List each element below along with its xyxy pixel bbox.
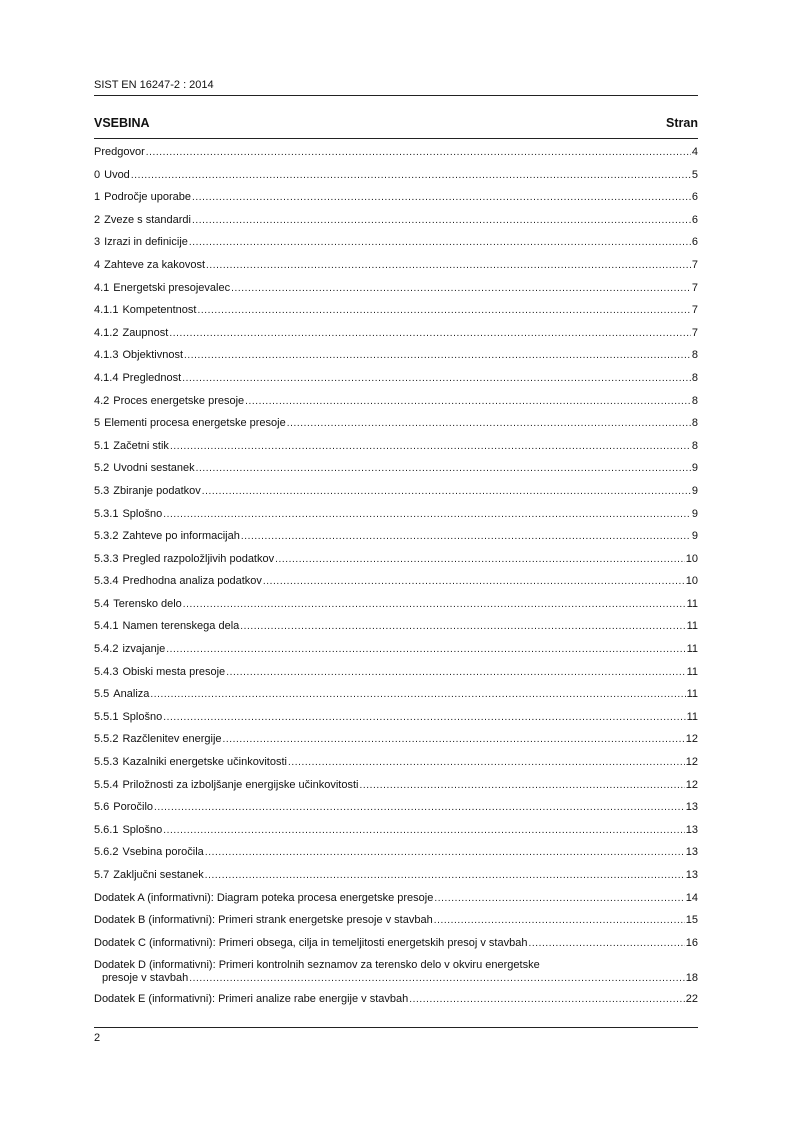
toc-entry-title: Zbiranje podatkov	[113, 484, 201, 497]
toc-entry[interactable]	[94, 304, 698, 327]
toc-entry[interactable]	[94, 779, 698, 802]
toc-entry-page: 8	[691, 371, 698, 384]
toc-entry-number: 5.5.1	[94, 710, 119, 723]
toc-entry[interactable]	[94, 282, 698, 305]
toc-entry-page: 11	[686, 643, 698, 656]
toc-entry-number: 3	[94, 236, 101, 249]
toc-entry-title: Splošno	[122, 507, 163, 520]
toc-entry[interactable]	[94, 914, 698, 937]
toc-entry-number: 5.4.1	[94, 620, 119, 633]
toc-entry-title: Namen terenskega dela	[122, 620, 240, 633]
toc-dot-leader	[163, 711, 685, 724]
toc-entry-page: 13	[685, 869, 698, 881]
toc-entry-page: 7	[691, 304, 698, 317]
toc-entry[interactable]	[94, 666, 698, 689]
toc-entry-title: Uvod	[104, 168, 130, 181]
toc-entry[interactable]	[94, 417, 698, 440]
toc-entry-title: Uvodni sestanek	[113, 462, 195, 475]
toc-entry-page: 15	[685, 914, 698, 927]
toc-entry-page: 18	[685, 972, 698, 985]
toc-entry-page: 11	[686, 688, 698, 701]
toc-entry[interactable]	[94, 937, 698, 960]
toc-entry-title: Vsebina poročila	[122, 846, 204, 859]
toc-entry-number: 5.5	[94, 688, 110, 701]
toc-entry-title: Področje uporabe	[104, 191, 191, 204]
toc-entry-number: 5.4.3	[94, 665, 119, 678]
toc-entry[interactable]	[94, 508, 698, 531]
toc-entry-number: 5.3.4	[94, 575, 119, 588]
toc-entry[interactable]	[94, 485, 698, 508]
toc-entry-number: 1	[94, 191, 101, 204]
toc-entry-page: 9	[691, 484, 698, 497]
toc-entry-page: 8	[691, 417, 698, 430]
toc-dot-leader	[202, 485, 691, 498]
toc-entry-page: 11	[686, 620, 698, 633]
toc-entry-title: Zaupnost	[122, 326, 169, 339]
toc-dot-leader	[288, 756, 685, 769]
toc-dot-leader	[409, 993, 684, 1006]
toc-entry-page: 12	[685, 756, 698, 769]
table-of-contents	[94, 146, 698, 1016]
toc-entry[interactable]	[94, 846, 698, 869]
toc-dot-leader	[166, 643, 685, 656]
toc-entry-title: Izrazi in definicije	[104, 236, 188, 249]
toc-entry-page: 4	[691, 146, 698, 158]
toc-entry-title: Dodatek C (informativni): Primeri obsega, cilja in temeljitosti energetskih presoj v stavbah	[94, 936, 528, 949]
toc-dot-leader	[189, 972, 685, 985]
toc-entry-number: 5	[94, 417, 101, 430]
toc-entry-page: 8	[691, 439, 698, 452]
toc-entry-page: 14	[685, 891, 698, 904]
toc-entry[interactable]	[94, 892, 698, 915]
toc-entry[interactable]	[94, 575, 698, 598]
toc-entry-number: 5.6.1	[94, 823, 119, 836]
toc-entry-number: 5.2	[94, 462, 110, 475]
toc-entry-number: 5.5.3	[94, 756, 119, 769]
toc-entry[interactable]	[94, 236, 698, 259]
toc-entry-number: 4.1.4	[94, 371, 119, 384]
toc-dot-leader	[196, 462, 691, 475]
toc-entry-title: Elementi procesa energetske presoje	[104, 417, 286, 430]
toc-dot-leader	[197, 304, 690, 317]
toc-entry[interactable]	[94, 214, 698, 237]
toc-dot-leader	[131, 169, 691, 182]
toc-entry-title: Kazalniki energetske učinkovitosti	[122, 756, 287, 769]
toc-entry[interactable]	[94, 756, 698, 779]
toc-entry-page: 9	[691, 530, 698, 543]
toc-entry[interactable]	[94, 598, 698, 621]
toc-entry-title: Kompetentnost	[122, 304, 197, 317]
toc-entry-title: Energetski presojevalec	[113, 281, 231, 294]
page-column-label: Stran	[666, 116, 698, 130]
toc-dot-leader	[231, 282, 691, 295]
toc-entry-title: Pregled razpoložljivih podatkov	[122, 552, 275, 565]
toc-dot-leader	[226, 666, 685, 679]
toc-entry-page: 16	[685, 936, 698, 949]
toc-dot-leader	[163, 824, 685, 837]
toc-entry-page: 22	[685, 993, 698, 1006]
toc-entry-title: Dodatek D (informativni): Primeri kontrolnih seznamov za terensko delo v okviru energetske	[94, 959, 540, 972]
toc-entry-number: 4.1.1	[94, 304, 119, 317]
toc-entry-number: 4.1.3	[94, 349, 119, 362]
toc-entry-number: 5.4	[94, 597, 110, 610]
toc-entry-number: 2	[94, 213, 101, 226]
toc-dot-leader	[245, 395, 691, 408]
toc-dot-leader	[275, 553, 685, 566]
toc-entry[interactable]	[94, 349, 698, 372]
toc-entry[interactable]	[94, 620, 698, 643]
contents-heading-row	[94, 116, 698, 132]
toc-dot-leader	[205, 869, 685, 882]
toc-entry-title: Dodatek A (informativni): Diagram poteka procesa energetske presoje	[94, 891, 434, 904]
toc-entry[interactable]	[94, 146, 698, 169]
toc-dot-leader	[146, 146, 691, 159]
toc-entry-number: 5.5.2	[94, 733, 119, 746]
toc-dot-leader	[434, 914, 685, 927]
toc-entry-number: 0	[94, 168, 101, 181]
toc-entry-page: 11	[686, 597, 698, 610]
toc-entry-title: Analiza	[113, 688, 150, 701]
toc-entry[interactable]	[94, 824, 698, 847]
contents-title: VSEBINA	[94, 116, 150, 130]
toc-entry[interactable]	[94, 191, 698, 214]
toc-entry[interactable]	[94, 395, 698, 418]
toc-entry-title: Predgovor	[94, 146, 145, 158]
toc-entry[interactable]	[94, 327, 698, 350]
toc-entry-number: 5.3.2	[94, 530, 119, 543]
contents-divider	[94, 138, 698, 139]
toc-entry-title: Dodatek E (informativni): Primeri analize rabe energije v stavbah	[94, 993, 409, 1006]
toc-entry[interactable]	[94, 959, 698, 993]
toc-dot-leader	[184, 349, 691, 362]
toc-entry-title: Poročilo	[113, 801, 154, 814]
toc-entry-title: Začetni stik	[113, 439, 169, 452]
toc-entry-number: 5.7	[94, 869, 110, 881]
toc-entry-title: Proces energetske presoje	[113, 394, 245, 407]
toc-dot-leader	[205, 846, 685, 859]
toc-entry-number: 5.6	[94, 801, 110, 814]
toc-dot-leader	[241, 530, 691, 543]
toc-entry[interactable]	[94, 372, 698, 395]
toc-entry-number: 5.3.1	[94, 507, 119, 520]
toc-dot-leader	[359, 779, 684, 792]
toc-dot-leader	[183, 598, 686, 611]
toc-entry-title: Razčlenitev energije	[122, 733, 222, 746]
toc-entry-title: Priložnosti za izboljšanje energijske učinkovitosti	[122, 778, 359, 791]
toc-entry-page: 7	[691, 326, 698, 339]
toc-entry-page: 8	[691, 394, 698, 407]
toc-entry-page: 8	[691, 349, 698, 362]
toc-entry-title: Splošno	[122, 710, 163, 723]
toc-entry-title: Zahteve za kakovost	[104, 258, 206, 271]
toc-entry-page: 10	[685, 552, 698, 565]
document-header: SIST EN 16247-2 : 2014	[94, 79, 214, 91]
toc-entry-page: 11	[686, 665, 698, 678]
footer-divider	[94, 1027, 698, 1028]
toc-entry-number: 5.1	[94, 439, 110, 452]
toc-dot-leader	[189, 236, 691, 249]
toc-entry[interactable]	[94, 530, 698, 553]
toc-entry-page: 12	[685, 778, 698, 791]
toc-entry-page: 13	[685, 823, 698, 836]
toc-dot-leader	[192, 191, 691, 204]
toc-entry-title: Obiski mesta presoje	[122, 665, 226, 678]
toc-entry-number: 4	[94, 258, 101, 271]
toc-entry-number: 5.4.2	[94, 643, 119, 656]
toc-entry-title: Zaključni sestanek	[113, 869, 204, 881]
toc-entry[interactable]	[94, 801, 698, 824]
toc-dot-leader	[528, 937, 684, 950]
toc-dot-leader	[169, 327, 691, 340]
toc-entry-title: Predhodna analiza podatkov	[122, 575, 262, 588]
toc-entry-page: 10	[685, 575, 698, 588]
toc-dot-leader	[223, 733, 685, 746]
toc-entry-title: Preglednost	[122, 371, 182, 384]
toc-entry-number: 5.3.3	[94, 552, 119, 565]
toc-entry-page: 11	[686, 710, 698, 723]
toc-dot-leader	[170, 440, 691, 453]
toc-entry-number: 4.1	[94, 281, 110, 294]
toc-entry-title: Objektivnost	[122, 349, 183, 362]
toc-entry-page: 6	[691, 191, 698, 204]
toc-entry-page: 7	[691, 281, 698, 294]
toc-entry[interactable]	[94, 993, 698, 1016]
page-number: 2	[94, 1032, 101, 1044]
toc-entry-number: 5.5.4	[94, 778, 119, 791]
toc-dot-leader	[192, 214, 691, 227]
toc-entry-page: 7	[691, 258, 698, 271]
toc-entry[interactable]	[94, 553, 698, 576]
toc-dot-leader	[263, 575, 685, 588]
toc-entry[interactable]	[94, 169, 698, 192]
toc-dot-leader	[206, 259, 691, 272]
toc-entry-number: 5.3	[94, 484, 110, 497]
toc-entry-title: Zahteve po informacijah	[122, 530, 240, 543]
toc-entry-page: 13	[685, 846, 698, 859]
toc-dot-leader	[434, 892, 684, 905]
toc-entry-number: 4.1.2	[94, 326, 119, 339]
toc-dot-leader	[287, 417, 691, 430]
toc-entry[interactable]	[94, 259, 698, 282]
toc-entry-title: Splošno	[122, 823, 163, 836]
toc-dot-leader	[150, 688, 685, 701]
toc-entry-title-continuation: presoje v stavbah	[102, 972, 189, 985]
toc-dot-leader	[163, 508, 691, 521]
toc-entry-title: Zveze s standardi	[104, 213, 191, 226]
toc-entry[interactable]	[94, 733, 698, 756]
toc-entry-title: izvajanje	[122, 643, 166, 656]
toc-dot-leader	[182, 372, 691, 385]
toc-entry[interactable]	[94, 440, 698, 463]
toc-dot-leader	[240, 620, 685, 633]
toc-entry-title: Dodatek B (informativni): Primeri strank energetske presoje v stavbah	[94, 914, 433, 927]
toc-entry[interactable]	[94, 711, 698, 734]
toc-entry-number: 5.6.2	[94, 846, 119, 859]
toc-entry[interactable]	[94, 462, 698, 485]
toc-entry-page: 6	[691, 236, 698, 249]
toc-entry[interactable]	[94, 869, 698, 892]
toc-entry[interactable]	[94, 688, 698, 711]
header-divider	[94, 95, 698, 96]
toc-entry-number: 4.2	[94, 394, 110, 407]
toc-entry-page: 13	[685, 801, 698, 814]
toc-entry-page: 9	[691, 507, 698, 520]
toc-entry-title: Terensko delo	[113, 597, 182, 610]
toc-entry-page: 6	[691, 213, 698, 226]
toc-dot-leader	[154, 801, 685, 814]
toc-entry-page: 9	[691, 462, 698, 475]
toc-entry-page: 5	[691, 168, 698, 181]
toc-entry[interactable]	[94, 643, 698, 666]
toc-entry-page: 12	[685, 733, 698, 746]
